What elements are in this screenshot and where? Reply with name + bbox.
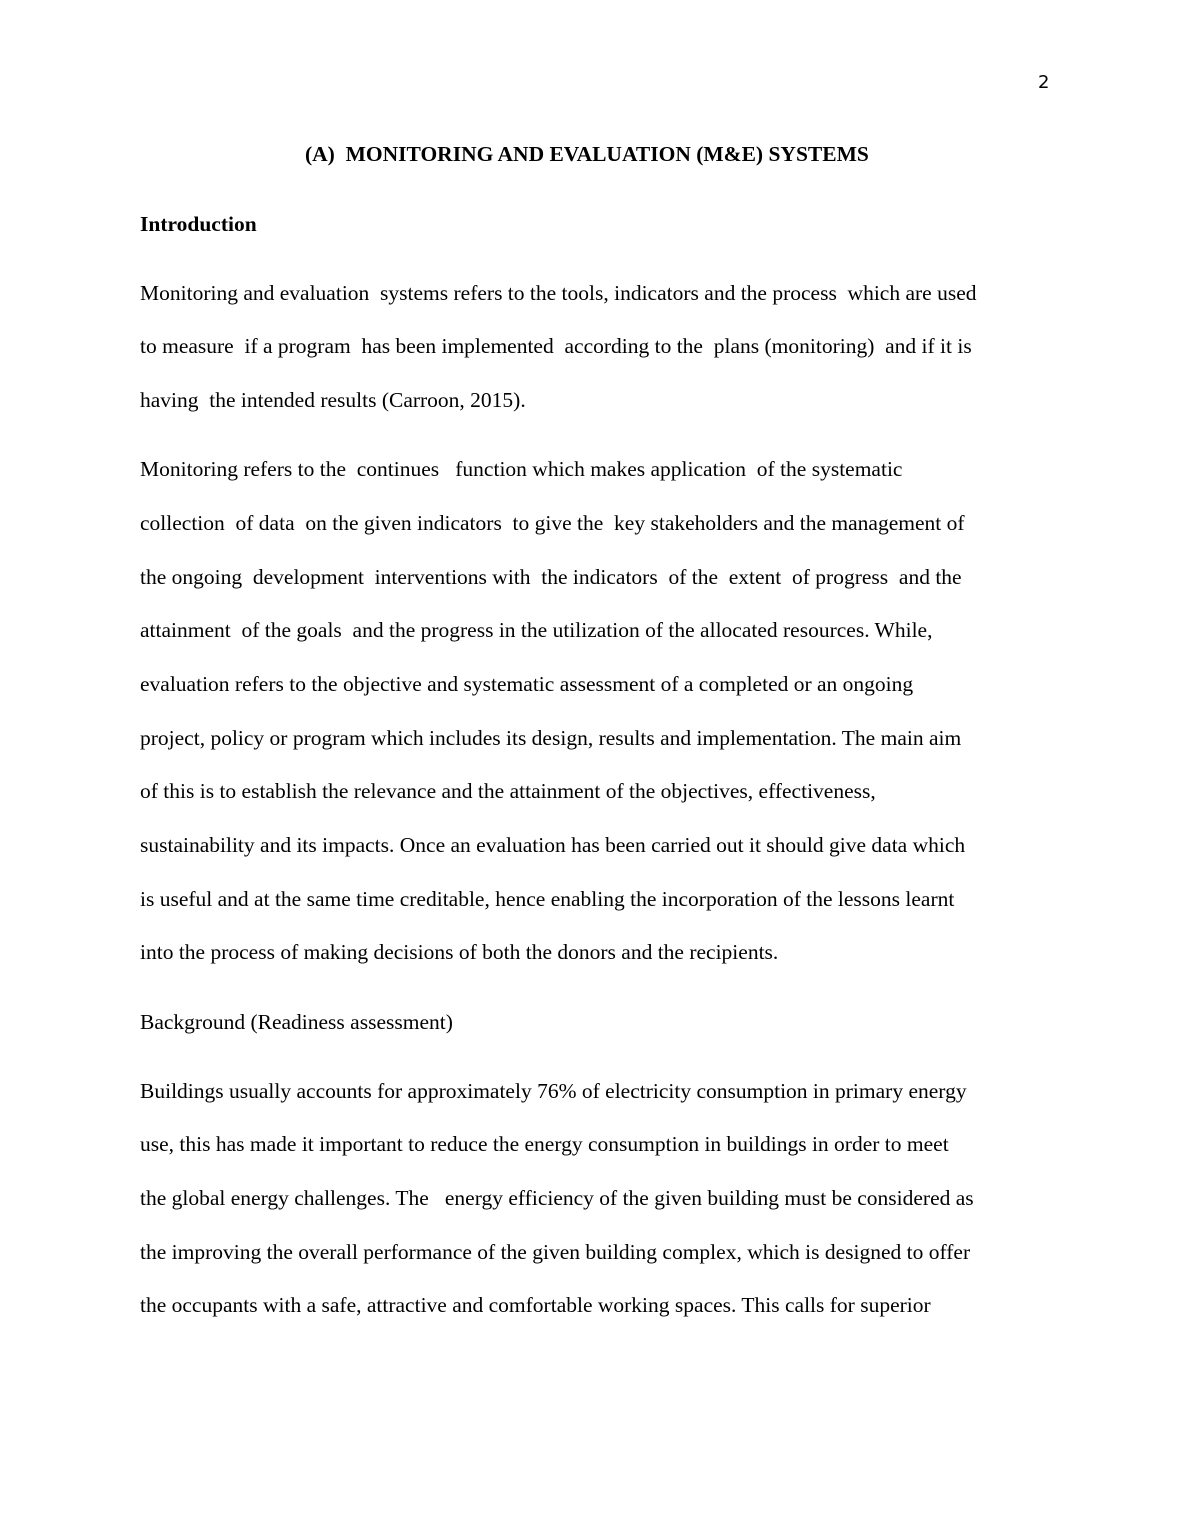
- paragraph-line: evaluation refers to the objective and systematic assessment of a completed or an ongoing: [140, 672, 914, 696]
- paragraph-line: attainment of the goals and the progress in the utilization of the allocated resources. While,: [140, 618, 933, 642]
- paragraph-line: to measure if a program has been implemented according to the plans (monitoring) and if it is: [140, 334, 972, 358]
- paragraph-line: sustainability and its impacts. Once an evaluation has been carried out it should give data which: [140, 833, 966, 857]
- paragraph-line: Buildings usually accounts for approximately 76% of electricity consumption in primary energy: [140, 1079, 967, 1103]
- paragraph-line: the improving the overall performance of the given building complex, which is designed to offer: [140, 1240, 971, 1264]
- paragraph-line: is useful and at the same time creditable, hence enabling the incorporation of the lessons learnt: [140, 887, 955, 911]
- paragraph-line: collection of data on the given indicators to give the key stakeholders and the management of: [140, 511, 965, 535]
- introduction-heading: Introduction: [140, 212, 257, 236]
- paragraph-line: project, policy or program which includes its design, results and implementation. The main aim: [140, 726, 962, 750]
- document-title: (A) MONITORING AND EVALUATION (M&E) SYSTEMS: [305, 142, 869, 166]
- page-number: 2: [1038, 72, 1050, 93]
- paragraph-line: the global energy challenges. The energy efficiency of the given building must be considered as: [140, 1186, 974, 1210]
- paragraph-line: the occupants with a safe, attractive and comfortable working spaces. This calls for superior: [140, 1293, 931, 1317]
- paragraph-line: Monitoring and evaluation systems refers to the tools, indicators and the process which are used: [140, 281, 977, 305]
- paragraph-line: use, this has made it important to reduce the energy consumption in buildings in order to meet: [140, 1132, 949, 1156]
- background-heading: Background (Readiness assessment): [140, 1010, 453, 1034]
- paragraph-line: into the process of making decisions of both the donors and the recipients.: [140, 940, 779, 964]
- paragraph-line: of this is to establish the relevance and the attainment of the objectives, effectiveness,: [140, 779, 876, 803]
- paragraph-line: Monitoring refers to the continues function which makes application of the systematic: [140, 457, 903, 481]
- paragraph-line: having the intended results (Carroon, 2015).: [140, 388, 526, 412]
- paragraph-line: the ongoing development interventions with the indicators of the extent of progress and the: [140, 565, 962, 589]
